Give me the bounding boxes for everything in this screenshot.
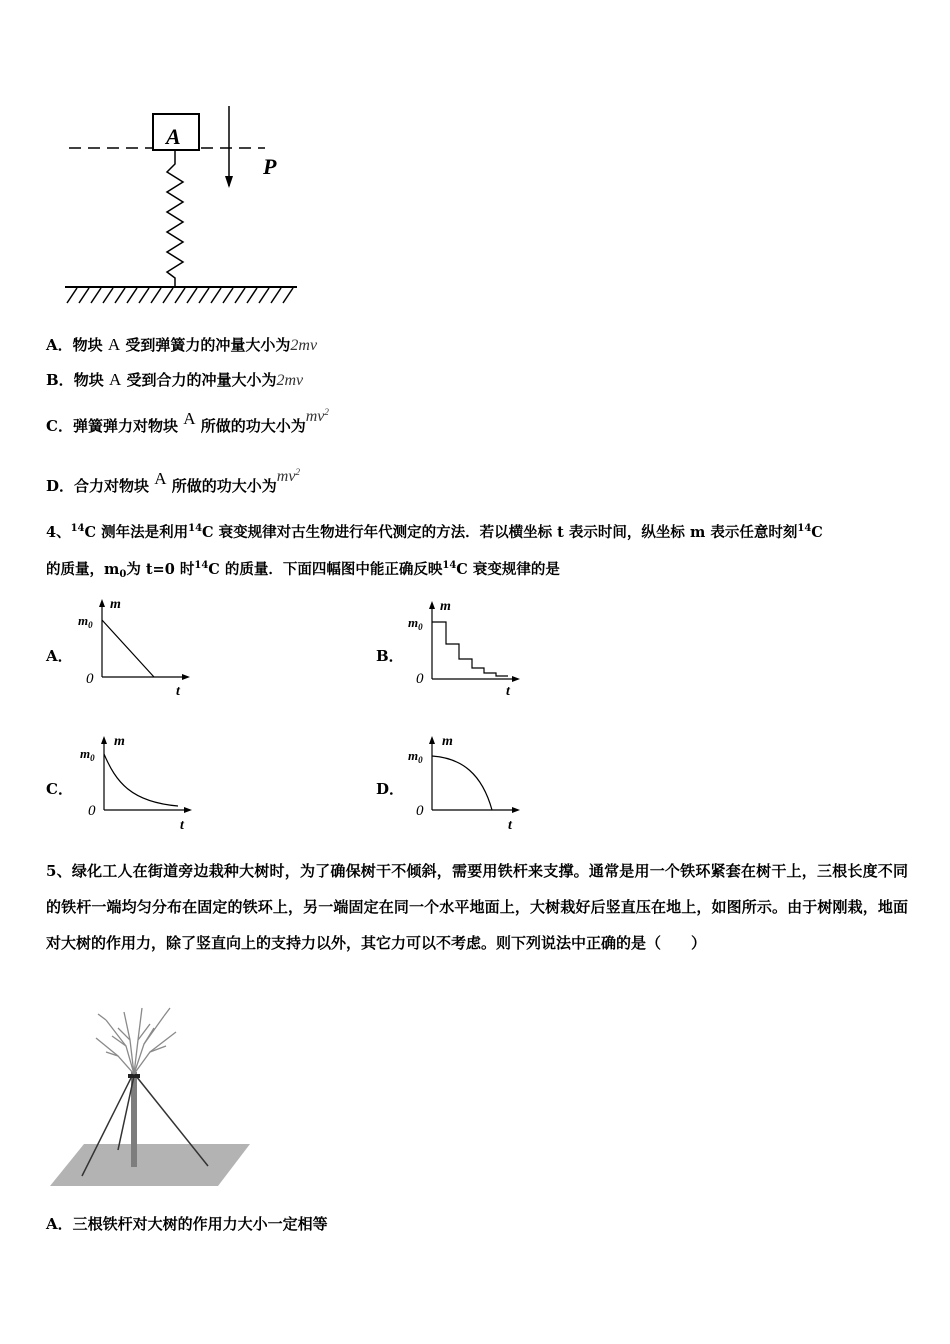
q4-option-b-label[interactable]: B． [376, 647, 404, 665]
svg-text:m: m [114, 734, 125, 749]
y-axis-label: m [110, 597, 121, 612]
force-label: P [263, 154, 277, 179]
q3-option-c[interactable]: C．弹簧弹力对物块 A 所做的功大小为$mv^2$ [46, 407, 329, 435]
block-a-label: A [166, 124, 181, 149]
x-axis-label: t [176, 684, 180, 699]
q4-graph-b[interactable] [404, 597, 534, 702]
svg-text:t: t [180, 818, 184, 833]
svg-text:m: m [440, 599, 451, 614]
svg-text:0: 0 [416, 671, 424, 687]
q3-option-a[interactable]: A．物块 A 受到弹簧力的冲量大小为2mv [46, 335, 318, 354]
q4-option-a-label[interactable]: A． [46, 647, 73, 665]
svg-text:t: t [506, 684, 510, 699]
q4-graph-d[interactable] [404, 732, 534, 837]
q4-graph-c[interactable] [76, 732, 206, 837]
tree-support-figure [46, 1000, 256, 1192]
q4-stem-line2: 的质量，$m_0$为 t=0 时$^{14}$C 的质量．下面四幅图中能正确反映$^{14}$C 衰变规律的是 [46, 560, 560, 580]
q3-option-d[interactable]: D．合力对物块 A 所做的功大小为$mv^2$ [46, 467, 300, 495]
q5-stem: 5、绿化工人在街道旁边栽种大树时，为了确保树干不倾斜，需要用铁杆来支撑。通常是用一个铁环紧套在树干上，三根长度不同的铁杆一端均匀分布在固定的铁环上，另一端固定在同一个水平地面上，大树栽好后竖直压在地上，如图所示。由于树刚栽，地面对大树的作用力，除了竖直向上的支持力以外，其它力可以不考虑。则下列说法中正确的是（ ） [46, 862, 908, 952]
origin-label: 0 [86, 671, 94, 687]
q5-option-a[interactable]: A．三根铁杆对大树的作用力大小一定相等 [46, 1215, 328, 1233]
svg-text:0: 0 [88, 803, 96, 819]
svg-text:t: t [508, 818, 512, 833]
q3-option-b[interactable]: B．物块 A 受到合力的冲量大小为2mv [46, 370, 304, 389]
svg-text:m0: $m_0$ [408, 615, 423, 632]
svg-text:0: 0 [416, 803, 424, 819]
svg-text:m0: $m_0$ [408, 748, 423, 765]
q4-option-d-label[interactable]: D． [376, 780, 405, 798]
spring-block-figure [55, 100, 315, 310]
m0-label: $m_0$ [78, 613, 93, 630]
q4-option-c-label[interactable]: C． [46, 780, 73, 798]
q4-stem-line1: 4、$^{14}$C 测年法是利用$^{14}$C 衰变规律对古生物进行年代测定的方法．若以横坐标 t 表示时间，纵坐标 m 表示任意时刻$^{14}$C [46, 523, 823, 541]
svg-text:m0: $m_0$ [80, 746, 95, 763]
q4-graph-a[interactable] [74, 595, 204, 700]
spring [167, 150, 183, 286]
svg-text:m: m [442, 734, 453, 749]
